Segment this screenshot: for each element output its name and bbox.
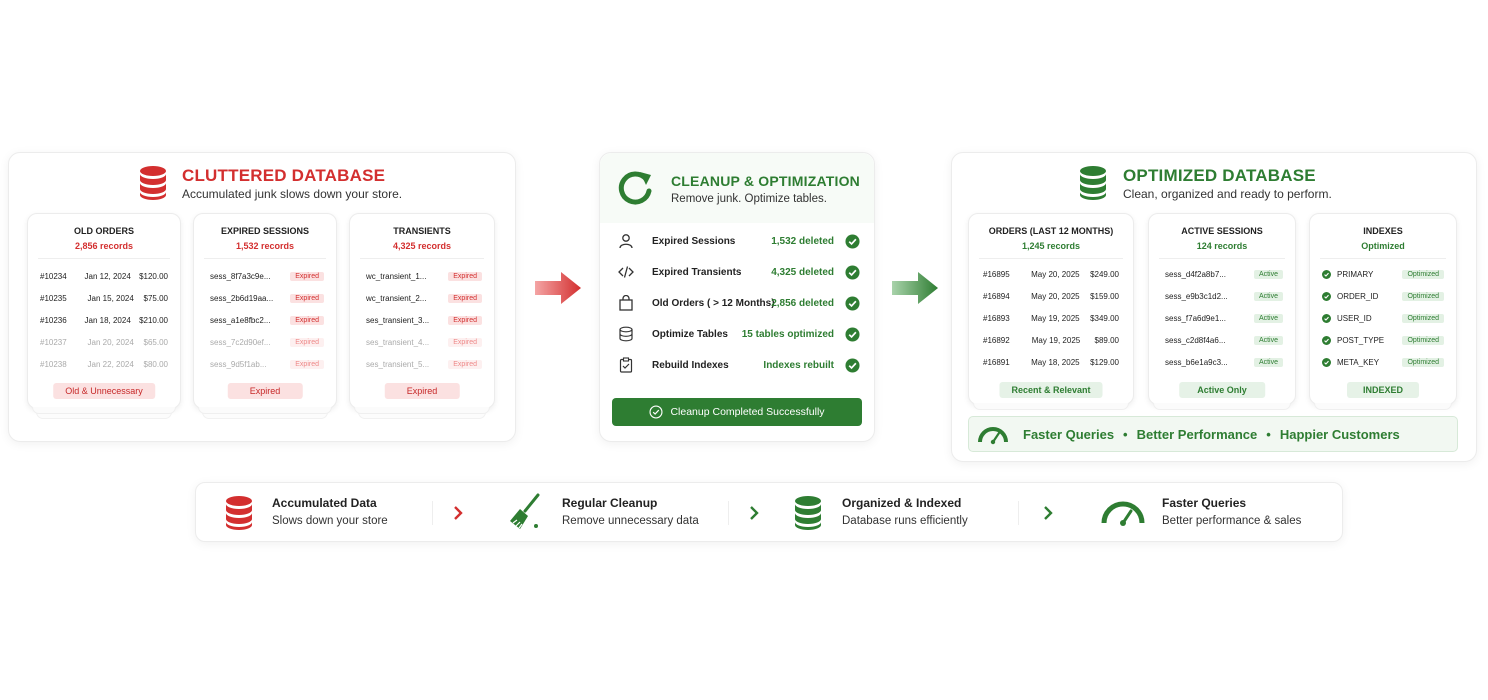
divider bbox=[360, 258, 484, 259]
flow-step-subtitle: Better performance & sales bbox=[1162, 515, 1302, 527]
table-row: sess_7c2d90ef... Expired bbox=[210, 335, 324, 349]
table-row: #10234 Jan 12, 2024 $120.00 bbox=[40, 271, 168, 281]
broom-icon bbox=[506, 493, 542, 531]
button-label: Cleanup Completed Successfully bbox=[670, 406, 825, 418]
table-row: #10238 Jan 22, 2024 $80.00 bbox=[40, 359, 168, 369]
status-badge: Active Only bbox=[1179, 382, 1265, 398]
arrow-right-icon bbox=[533, 270, 583, 306]
status-badge: Old & Unnecessary bbox=[53, 383, 155, 399]
check-circle-icon bbox=[845, 358, 860, 373]
divider bbox=[728, 501, 729, 525]
table-row: POST_TYPE Optimized bbox=[1322, 333, 1444, 347]
panel-subtitle: Remove junk. Optimize tables. bbox=[671, 193, 827, 205]
card-title: EXPIRED SESSIONS bbox=[220, 226, 310, 236]
card-count: 4,325 records bbox=[392, 241, 452, 251]
bag-icon bbox=[618, 295, 634, 311]
table-row: ses_transient_4... Expired bbox=[366, 335, 482, 349]
status-badge: INDEXED bbox=[1347, 382, 1419, 398]
database-icon bbox=[1078, 165, 1108, 201]
cluttered-database-panel bbox=[8, 152, 516, 442]
table-row: sess_b6e1a9c3... Active bbox=[1165, 355, 1283, 369]
clipboard-icon bbox=[618, 357, 634, 373]
database-icon bbox=[138, 165, 168, 201]
benefit-item: Better Performance bbox=[1136, 426, 1258, 442]
divider bbox=[1320, 258, 1446, 259]
cleanup-step: Optimize Tables 15 tables optimized bbox=[618, 323, 860, 345]
flow-step-title: Accumulated Data bbox=[272, 496, 377, 510]
table-row: ORDER_ID Optimized bbox=[1322, 289, 1444, 303]
table-row: #16895 May 20, 2025 $249.00 bbox=[983, 269, 1119, 279]
check-circle-outline-icon bbox=[649, 405, 663, 419]
card-count: 124 records bbox=[1196, 241, 1248, 251]
panel-subtitle: Accumulated junk slows down your store. bbox=[182, 187, 403, 201]
recent-orders-card bbox=[968, 213, 1134, 405]
table-row: #16893 May 19, 2025 $349.00 bbox=[983, 313, 1119, 323]
table-row: sess_a1e8fbc2... Expired bbox=[210, 313, 324, 327]
table-row: #10236 Jan 18, 2024 $210.00 bbox=[40, 315, 168, 325]
divider bbox=[1018, 501, 1019, 525]
chevron-right-icon bbox=[452, 505, 464, 521]
table-row: #10235 Jan 15, 2024 $75.00 bbox=[40, 293, 168, 303]
card-title: OLD ORDERS bbox=[73, 226, 134, 236]
speedometer-icon bbox=[977, 423, 1009, 445]
cleanup-step: Old Orders ( > 12 Months) 2,856 deleted bbox=[618, 292, 860, 314]
card-count: 1,532 records bbox=[235, 241, 295, 251]
table-row: #16894 May 20, 2025 $159.00 bbox=[983, 291, 1119, 301]
database-icon bbox=[224, 495, 254, 531]
table-row: sess_d4f2a8b7... Active bbox=[1165, 267, 1283, 281]
divider bbox=[432, 501, 433, 525]
check-circle-icon bbox=[1322, 336, 1331, 345]
table-row: sess_e9b3c1d2... Active bbox=[1165, 289, 1283, 303]
check-circle-icon bbox=[845, 265, 860, 280]
optimized-database-panel bbox=[951, 152, 1477, 462]
refresh-icon bbox=[616, 169, 654, 207]
old-orders-card bbox=[27, 213, 181, 409]
table-row: #16891 May 18, 2025 $129.00 bbox=[983, 357, 1119, 367]
code-icon bbox=[618, 264, 634, 280]
benefit-item: Happier Customers bbox=[1279, 426, 1400, 442]
panel-title: CLUTTERED DATABASE bbox=[182, 166, 386, 185]
panel-title: OPTIMIZED DATABASE bbox=[1123, 166, 1316, 185]
flow-step-subtitle: Remove unnecessary data bbox=[562, 515, 699, 527]
transients-card bbox=[349, 213, 495, 409]
user-icon bbox=[618, 233, 634, 249]
card-count: 2,856 records bbox=[74, 241, 134, 251]
separator: • bbox=[1123, 426, 1128, 442]
status-badge: Expired bbox=[228, 383, 303, 399]
card-count: Optimized bbox=[1361, 241, 1405, 251]
arrow-right-icon bbox=[890, 270, 940, 306]
table-row: ses_transient_5... Expired bbox=[366, 357, 482, 371]
benefits-bar bbox=[968, 416, 1458, 452]
check-circle-icon bbox=[845, 327, 860, 342]
indexes-card bbox=[1309, 213, 1457, 405]
chevron-right-icon bbox=[748, 505, 760, 521]
database-icon bbox=[618, 326, 634, 342]
divider bbox=[1159, 258, 1285, 259]
divider bbox=[204, 258, 326, 259]
expired-sessions-card bbox=[193, 213, 337, 409]
speedometer-icon bbox=[1100, 495, 1146, 527]
table-row: sess_9d5f1ab... Expired bbox=[210, 357, 324, 371]
active-sessions-card bbox=[1148, 213, 1296, 405]
table-row: USER_ID Optimized bbox=[1322, 311, 1444, 325]
chevron-right-icon bbox=[1042, 505, 1054, 521]
table-row: wc_transient_2... Expired bbox=[366, 291, 482, 305]
check-circle-icon bbox=[845, 296, 860, 311]
check-circle-icon bbox=[1322, 292, 1331, 301]
flow-strip bbox=[195, 482, 1343, 542]
cleanup-step: Rebuild Indexes Indexes rebuilt bbox=[618, 354, 860, 376]
flow-step-title: Organized & Indexed bbox=[842, 496, 962, 510]
cleanup-step: Expired Transients 4,325 deleted bbox=[618, 261, 860, 283]
card-title: TRANSIENTS bbox=[393, 226, 451, 236]
flow-step-title: Faster Queries bbox=[1162, 496, 1247, 510]
panel-subtitle: Clean, organized and ready to perform. bbox=[1123, 187, 1332, 201]
flow-step-subtitle: Database runs efficiently bbox=[842, 515, 968, 527]
table-row: sess_c2d8f4a6... Active bbox=[1165, 333, 1283, 347]
table-row: #16892 May 19, 2025 $89.00 bbox=[983, 335, 1119, 345]
flow-step-title: Regular Cleanup bbox=[562, 496, 658, 510]
card-title: ORDERS (LAST 12 MONTHS) bbox=[988, 226, 1114, 236]
check-circle-icon bbox=[845, 234, 860, 249]
cleanup-complete-button[interactable] bbox=[612, 398, 862, 426]
cleanup-panel bbox=[599, 152, 875, 442]
table-row: #10237 Jan 20, 2024 $65.00 bbox=[40, 337, 168, 347]
table-row: sess_2b6d19aa... Expired bbox=[210, 291, 324, 305]
table-row: ses_transient_3... Expired bbox=[366, 313, 482, 327]
card-title: ACTIVE SESSIONS bbox=[1181, 226, 1263, 236]
status-badge: Recent & Relevant bbox=[999, 382, 1102, 398]
table-row: wc_transient_1... Expired bbox=[366, 269, 482, 283]
flow-step-subtitle: Slows down your store bbox=[272, 515, 388, 527]
table-row: sess_f7a6d9e1... Active bbox=[1165, 311, 1283, 325]
card-count: 1,245 records bbox=[1021, 241, 1081, 251]
status-badge: Expired bbox=[385, 383, 460, 399]
panel-title: CLEANUP & OPTIMIZATION bbox=[671, 173, 860, 189]
check-circle-icon bbox=[1322, 314, 1331, 323]
table-row: PRIMARY Optimized bbox=[1322, 267, 1444, 281]
table-row: sess_8f7a3c9e... Expired bbox=[210, 269, 324, 283]
table-row: META_KEY Optimized bbox=[1322, 355, 1444, 369]
cleanup-step: Expired Sessions 1,532 deleted bbox=[618, 230, 860, 252]
card-title: INDEXES bbox=[1363, 226, 1403, 236]
check-circle-icon bbox=[1322, 270, 1331, 279]
check-circle-icon bbox=[1322, 358, 1331, 367]
benefit-item: Faster Queries bbox=[1023, 426, 1115, 442]
divider bbox=[38, 258, 170, 259]
database-icon bbox=[793, 495, 823, 531]
separator: • bbox=[1266, 426, 1271, 442]
divider bbox=[979, 258, 1123, 259]
